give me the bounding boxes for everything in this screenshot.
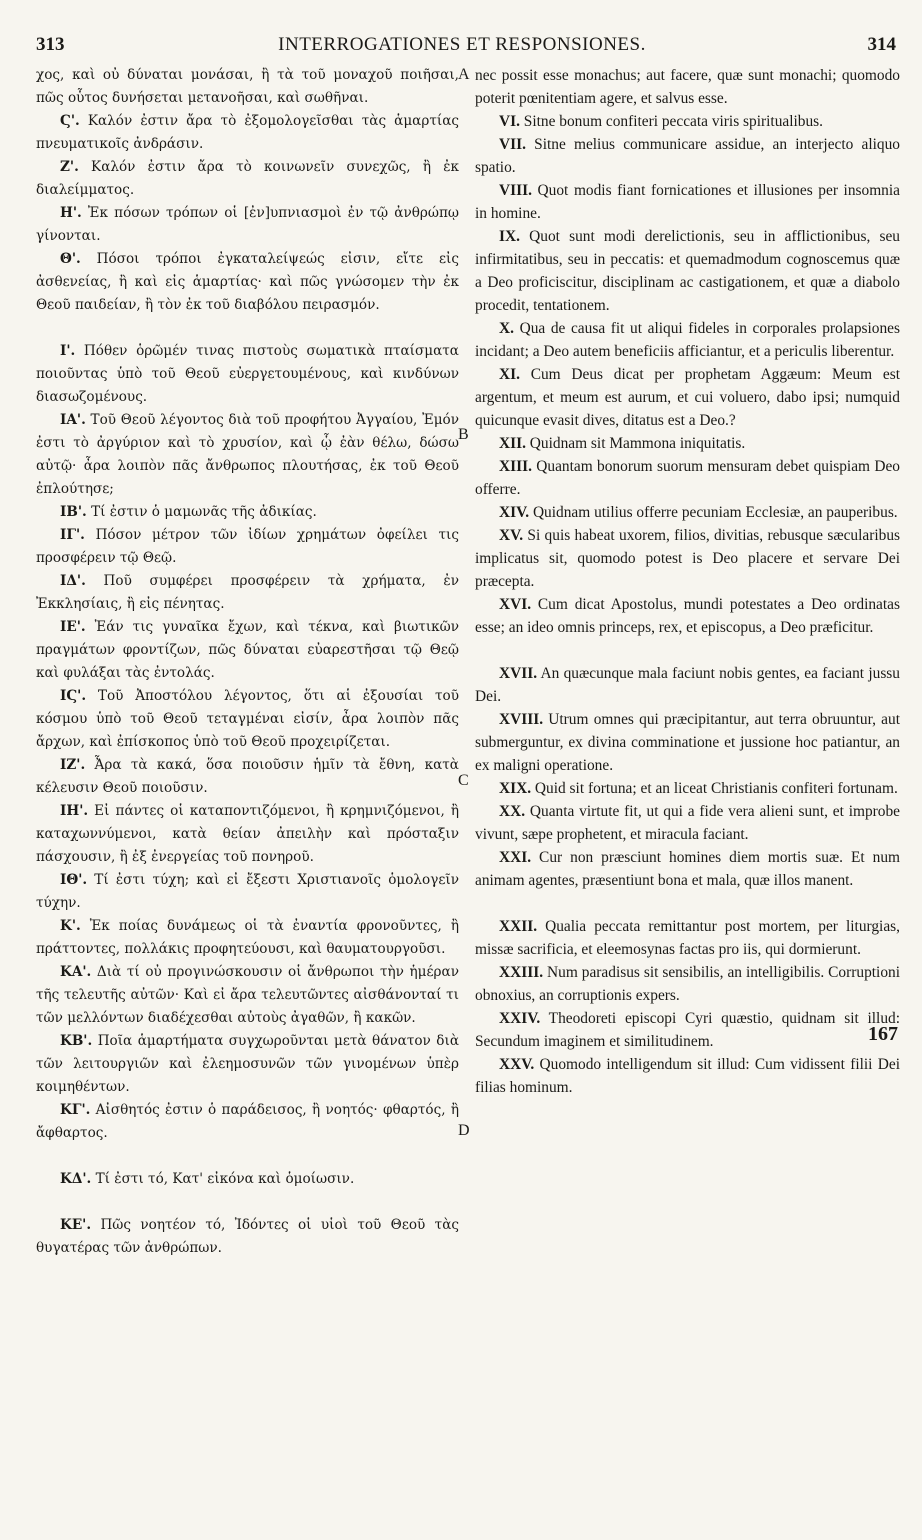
question-text: Ποῦ συμφέρει προσφέρειν τὰ χρήματα, ἐν Ἐκκλησίαις, ἢ εἰς πένητας. xyxy=(36,573,459,612)
question-entry xyxy=(475,524,900,593)
question-text: Πόθεν ὁρῶμέν τινας πιστοὺς σωματικὰ πταίσματα ποιοῦντας ὑπὸ τοῦ Θεοῦ εὐεργετουμένους, καὶ κινδύνων διασωζομένους. xyxy=(36,343,459,405)
question-entry xyxy=(475,777,900,800)
question-text: Quomodo intelligendum sit illud: Cum vidissent filii Dei filias hominum. xyxy=(475,1056,900,1096)
question-number: XXI. xyxy=(499,849,532,866)
question-text: Πόσον μέτρον τῶν ἰδίων χρημάτων ὀφείλει τις προσφέρειν τῷ Θεῷ. xyxy=(36,527,459,566)
question-number: XVIII. xyxy=(499,711,544,728)
entry-gap xyxy=(475,639,900,662)
question-text: Ἆρα τὰ κακά, ὅσα ποιοῦσιν ἡμῖν τὰ ἔθνη, κατὰ κέλευσιν Θεοῦ ποιοῦσιν. xyxy=(36,757,459,796)
question-entry xyxy=(36,1214,459,1260)
question-entry xyxy=(36,800,459,869)
question-text: Τοῦ Ἀποστόλου λέγοντος, ὅτι αἱ ἐξουσίαι τοῦ κόσμου ὑπὸ τοῦ Θεοῦ τεταγμέναι εἰσίν, ἆρα λοιπὸν πᾶς ἄρχων, καὶ ἐπίσκοπος ὑπὸ τοῦ Θεοῦ προχειρίζεται. xyxy=(36,688,459,750)
question-entry xyxy=(475,110,900,133)
question-number: ΙΖ'. xyxy=(60,757,86,773)
page-header xyxy=(26,32,898,62)
question-text: Utrum omnes qui præcipitantur, aut terra obruuntur, aut submerguntur, ex divina comminatione et jussione hoc patiantur, an ex maligni operatione. xyxy=(475,711,900,774)
question-number: XII. xyxy=(499,435,526,452)
question-entry xyxy=(475,1007,900,1053)
question-entry xyxy=(36,1099,459,1145)
question-entry xyxy=(475,961,900,1007)
question-entry xyxy=(475,662,900,708)
question-text: An quæcunque mala faciunt nobis gentes, ea faciant jussu Dei. xyxy=(475,665,900,705)
left-page-number: 313 xyxy=(36,34,65,55)
question-number: ΙΒ'. xyxy=(60,504,87,520)
question-number: VIII. xyxy=(499,182,532,199)
question-number: XXIV. xyxy=(499,1010,541,1027)
question-text: Quidnam utilius offerre pecuniam Ecclesiæ, an pauperibus. xyxy=(529,504,898,521)
question-entry xyxy=(475,317,900,363)
margin-letter-b: B xyxy=(458,426,469,443)
margin-letter-c: C xyxy=(458,772,469,789)
question-number: XX. xyxy=(499,803,526,820)
question-entry xyxy=(36,156,459,202)
question-number: ΙΕ'. xyxy=(60,619,86,635)
question-entry xyxy=(36,570,459,616)
question-number: X. xyxy=(499,320,514,337)
margin-letter-d: D xyxy=(458,1122,470,1139)
question-entry xyxy=(475,846,900,892)
question-number: Ι'. xyxy=(60,343,76,359)
question-entry xyxy=(475,708,900,777)
question-entry xyxy=(36,501,459,524)
question-number: ΙΗ'. xyxy=(60,803,89,819)
question-entry xyxy=(475,64,900,110)
question-text: nec possit esse monachus; aut facere, quæ sunt monachi; quomodo poterit pœnitentiam agere, et salvus esse. xyxy=(475,67,900,107)
question-number: Ϛ'. xyxy=(60,113,80,129)
question-number: XVI. xyxy=(499,596,532,613)
question-number: ΚΑ'. xyxy=(60,964,92,980)
question-number: XXV. xyxy=(499,1056,535,1073)
question-entry xyxy=(36,1030,459,1099)
question-entry xyxy=(36,524,459,570)
question-entry xyxy=(36,915,459,961)
question-text: Ποῖα ἁμαρτήματα συγχωροῦνται μετὰ θάνατον διὰ τῶν λειτουργιῶν καὶ ἐλεημοσυνῶν τῶν γινομένων ὑπὲρ κοιμηθέντων. xyxy=(36,1033,459,1095)
question-text: Τοῦ Θεοῦ λέγοντος διὰ τοῦ προφήτου Ἀγγαίου, Ἐμόν ἐστι τὸ ἀργύριον καὶ τὸ χρυσίον, καὶ ᾧ ἐὰν θέλω, δώσω αὐτῷ· ἆρα λοιπὸν πᾶς ἄνθρωπος πλουτήσας, ἐκ τοῦ Θεοῦ ἐπλούτησε; xyxy=(36,412,459,497)
question-entry xyxy=(36,340,459,409)
question-text: Quantam bonorum suorum mensuram debet quispiam Deo offerre. xyxy=(475,458,900,498)
question-text: Quot modis fiant fornicationes et illusiones per insomnia in homine. xyxy=(475,182,900,222)
question-number: XIX. xyxy=(499,780,532,797)
question-number: IX. xyxy=(499,228,520,245)
question-text: Quanta virtute fit, ut qui a fide vera alieni sunt, et improbe vivunt, sæpe prophetent, et miracula faciant. xyxy=(475,803,900,843)
question-text: Qua de causa fit ut aliqui fideles in corporales prolapsiones incidant; a Deo autem beneficiis afficiantur, et a periculis liberentur. xyxy=(475,320,900,360)
running-title: INTERROGATIONES ET RESPONSIONES. xyxy=(278,34,646,55)
entry-gap xyxy=(36,317,459,340)
question-text: Qualia peccata remittantur post mortem, per liturgias, missæ sacrificia, et eleemosynas factas pro iis, qui dormierunt. xyxy=(475,918,900,958)
question-entry xyxy=(36,685,459,754)
question-number: Κ'. xyxy=(60,918,81,934)
question-text: Αἰσθητός ἐστιν ὁ παράδεισος, ἢ νοητός· φθαρτός, ἢ ἄφθαρτος. xyxy=(36,1102,459,1141)
question-entry xyxy=(36,1168,459,1191)
question-text: Καλόν ἐστιν ἄρα τὸ ἐξομολογεῖσθαι τὰς ἁμαρτίας πνευματικοῖς ἀνδράσιν. xyxy=(36,113,459,152)
question-number: Η'. xyxy=(60,205,82,221)
question-number: ΙΘ'. xyxy=(60,872,88,888)
question-text: Num paradisus sit sensibilis, an intelligibilis. Corruptioni obnoxius, an corruptionis expers. xyxy=(475,964,900,1004)
margin-letter-a: A xyxy=(458,66,470,83)
question-entry xyxy=(475,455,900,501)
question-text: Sitne melius communicare assidue, an interjecto aliquo spatio. xyxy=(475,136,900,176)
question-entry xyxy=(475,363,900,432)
question-text: Cur non præsciunt homines diem mortis suæ. Et num animam agentes, præsentiunt bona et mala, quæ illos manent. xyxy=(475,849,900,889)
question-text: Ἐάν τις γυναῖκα ἔχων, καὶ τέκνα, καὶ βιωτικῶν πραγμάτων φροντίζων, πῶς δύναται εὐαρεστῆσαι τῷ Θεῷ καὶ φυλάξαι τὰς ἐντολάς. xyxy=(36,619,459,681)
question-text: Τί ἐστιν ὁ μαμωνᾶς τῆς ἀδικίας. xyxy=(86,504,317,520)
greek-column xyxy=(36,64,459,1260)
question-entry xyxy=(36,64,459,110)
question-entry xyxy=(475,593,900,639)
question-entry xyxy=(36,616,459,685)
question-entry xyxy=(475,915,900,961)
question-number: XXIII. xyxy=(499,964,544,981)
question-number: XVII. xyxy=(499,665,538,682)
question-entry xyxy=(36,409,459,501)
question-entry xyxy=(36,754,459,800)
question-text: Ἐκ ποίας δυνάμεως οἱ τὰ ἐναντία φρονοῦντες, ἢ πράττοντες, πολλάκις προφητεύουσι, καὶ θαυματουργοῦσι. xyxy=(36,918,459,957)
question-entry xyxy=(475,501,900,524)
latin-column xyxy=(475,64,900,1099)
question-number: ΚΓ'. xyxy=(60,1102,91,1118)
question-entry xyxy=(475,225,900,317)
question-number: ΙϚ'. xyxy=(60,688,87,704)
question-text: Τί ἐστι τύχη; καὶ εἰ ἔξεστι Χριστιανοῖς ὁμολογεῖν τύχην. xyxy=(36,872,459,911)
question-text: Καλόν ἐστιν ἄρα τὸ κοινωνεῖν συνεχῶς, ἢ ἐκ διαλείμματος. xyxy=(36,159,459,198)
question-entry xyxy=(36,110,459,156)
question-number: Ζ'. xyxy=(60,159,79,175)
question-text: Sitne bonum confiteri peccata viris spiritualibus. xyxy=(519,113,823,130)
question-number: XI. xyxy=(499,366,520,383)
question-number: XIV. xyxy=(499,504,530,521)
question-text: Quid sit fortuna; et an liceat Christianis confiteri fortunam. xyxy=(531,780,898,797)
question-entry xyxy=(36,248,459,317)
question-number: ΚΕ'. xyxy=(60,1217,92,1233)
question-text: Πῶς νοητέον τό, Ἰδόντες οἱ υἱοὶ τοῦ Θεοῦ τὰς θυγατέρας τῶν ἀνθρώπων. xyxy=(36,1217,459,1256)
question-text: Quidnam sit Mammona iniquitatis. xyxy=(525,435,746,452)
question-entry xyxy=(475,179,900,225)
question-number: ΚΔ'. xyxy=(60,1171,92,1187)
question-text: Si quis habeat uxorem, filios, divitias, rebusque sæcularibus implicatus sit, quomodo potest is Deo placere et servare Dei præcepta. xyxy=(475,527,900,590)
question-entry xyxy=(475,133,900,179)
question-text: Cum dicat Apostolus, mundi potestates a Deo ordinatas esse; an ideo omnis princeps, rex, et episcopus, a Deo præficitur. xyxy=(475,596,900,636)
entry-gap xyxy=(36,1191,459,1214)
question-text: Ἐκ πόσων τρόπων οἱ [ἐν]υπνιασμοὶ ἐν τῷ ἀνθρώπῳ γίνονται. xyxy=(36,205,459,244)
question-number: Θ'. xyxy=(60,251,81,267)
question-number: VI. xyxy=(499,113,520,130)
question-number: ΙΑ'. xyxy=(60,412,86,428)
question-entry xyxy=(475,432,900,455)
column-number: 167 xyxy=(868,1023,898,1045)
question-entry xyxy=(36,869,459,915)
question-text: Πόσοι τρόποι ἐγκαταλείψεώς εἰσιν, εἴτε εἰς ἀσθενείας, ἢ καὶ εἰς ἁμαρτίας· καὶ πῶς γνώσομεν τὴν ἐκ Θεοῦ παιδείαν, ἢ τὸν ἐκ τοῦ διαβόλου πειρασμόν. xyxy=(36,251,459,313)
right-page-number: 314 xyxy=(867,34,896,55)
entry-gap xyxy=(36,1145,459,1168)
question-number: ΙΔ'. xyxy=(60,573,86,589)
question-number: VII. xyxy=(499,136,526,153)
entry-gap xyxy=(475,892,900,915)
question-entry xyxy=(475,1053,900,1099)
question-entry xyxy=(36,202,459,248)
question-text: Quot sunt modi derelictionis, seu in afflictionibus, seu infirmitatibus, seu in peccatis: et quemadmodum cognoscemus quæ a Deo proficiscitur, disciplinam ac castigationem, et quæ a diabolo procedit, tentationem. xyxy=(475,228,900,314)
question-number: XIII. xyxy=(499,458,532,475)
question-number: XV. xyxy=(499,527,524,544)
question-text: Cum Deus dicat per prophetam Aggæum: Meum est argentum, et meum est aurum, et cui voluero, dabo ipsi; numquid quicunque evasit dives, ditatus est a Deo.? xyxy=(475,366,900,429)
question-entry xyxy=(36,961,459,1030)
question-text: Εἰ πάντες οἱ καταποντιζόμενοι, ἢ κρημνιζόμενοι, ἢ καταχωννύμενοι, κατὰ θείαν ἀπειλὴν καὶ πρόσταξιν πάσχουσιν, ἢ ἐξ ἐνεργείας τοῦ πονηροῦ. xyxy=(36,803,459,865)
question-number: ΙΓ'. xyxy=(60,527,85,543)
question-number: XXII. xyxy=(499,918,538,935)
question-text: Διὰ τί οὐ προγινώσκουσιν οἱ ἄνθρωποι τὴν ἡμέραν τῆς τελευτῆς αὐτῶν· Καὶ εἰ ἄρα τελευτῶντες αἰσθάνονταί τι τῶν μελλόντων διαδέχεσθαι αὐτοὺς ἀγαθῶν, ἢ κακῶν. xyxy=(36,964,459,1026)
question-text: χος, καὶ οὐ δύναται μονάσαι, ἢ τὰ τοῦ μοναχοῦ ποιῆσαι, πῶς οὗτος δυνήσεται μετανοῆσαι, καὶ σωθῆναι. xyxy=(36,67,459,106)
question-text: Theodoreti episcopi Cyri quæstio, quidnam sit illud: Secundum imaginem et similitudinem. xyxy=(475,1010,900,1050)
question-text: Τί ἐστι τό, Κατ' εἰκόνα καὶ ὁμοίωσιν. xyxy=(91,1171,355,1187)
question-number: ΚΒ'. xyxy=(60,1033,93,1049)
question-entry xyxy=(475,800,900,846)
